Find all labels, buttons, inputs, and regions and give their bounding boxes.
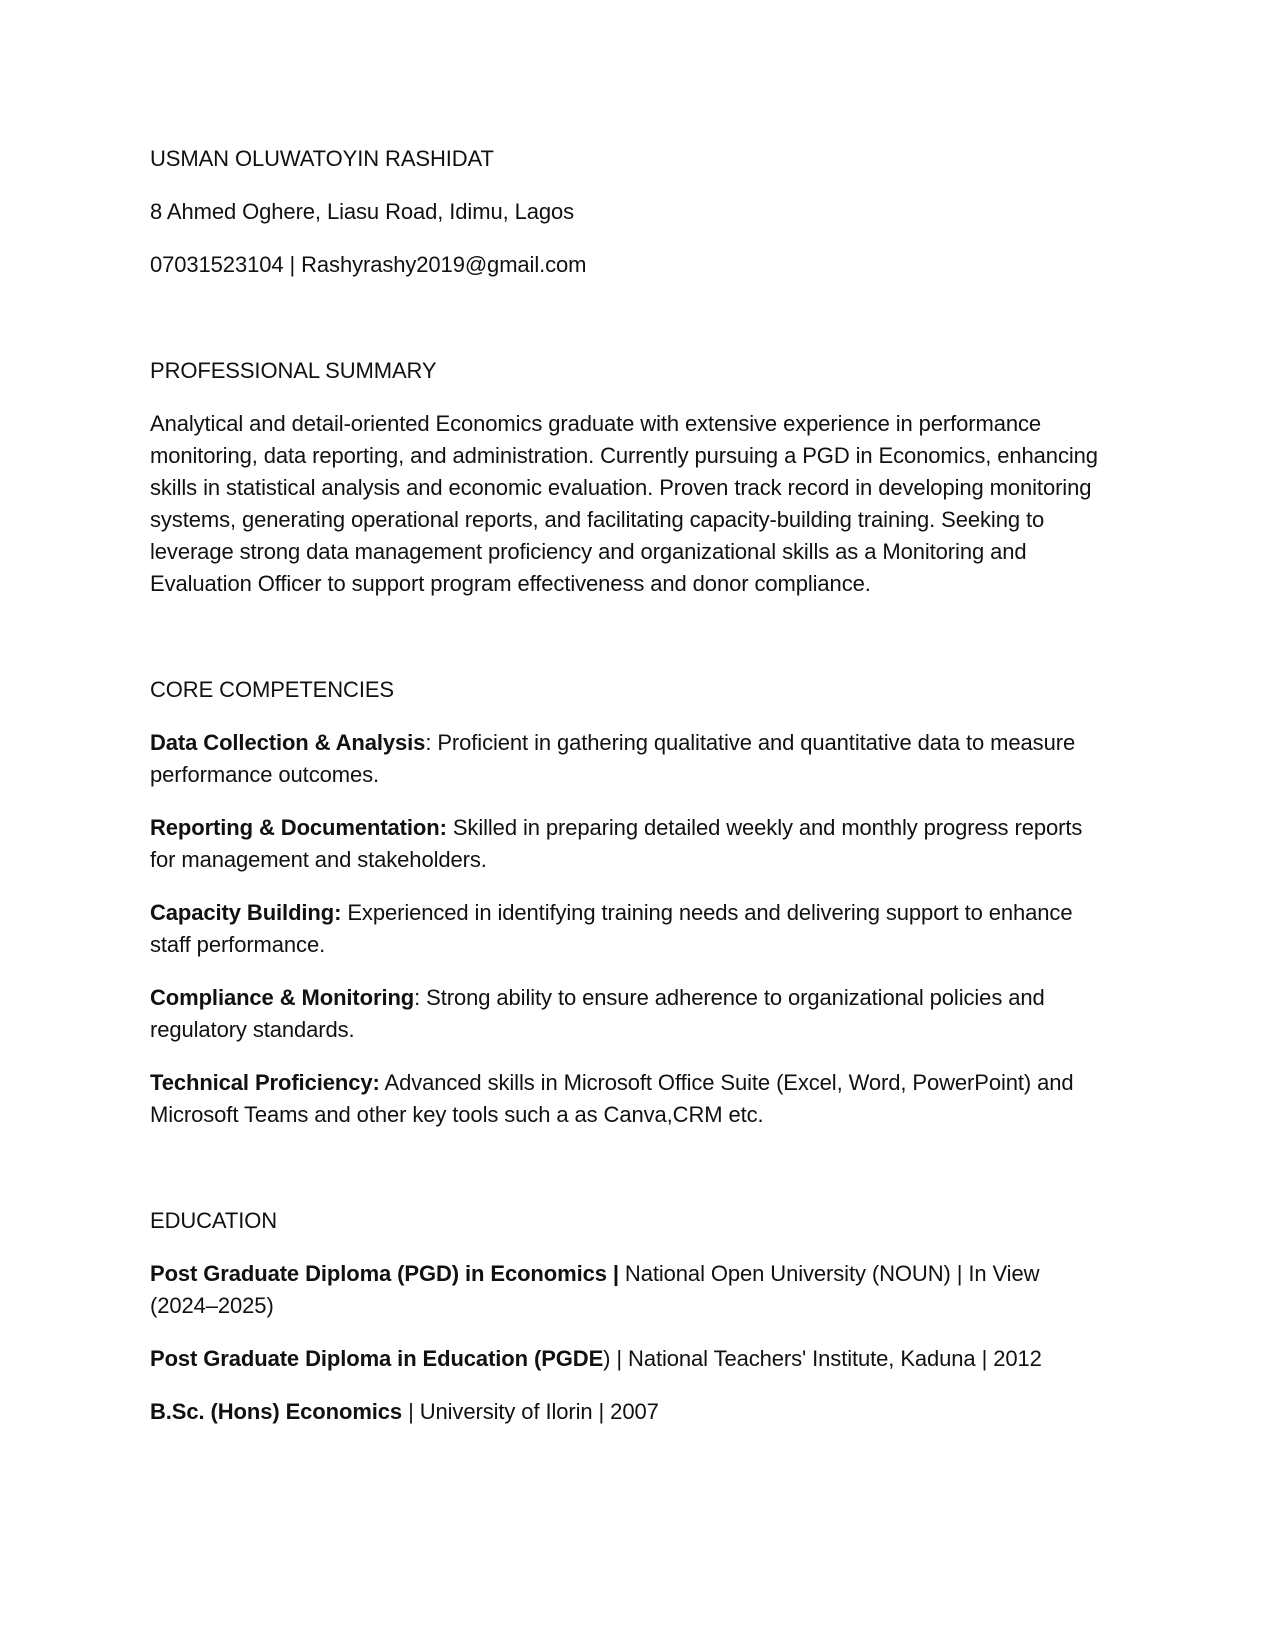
education-item <box>150 1258 1110 1322</box>
competency-separator: : <box>425 730 438 755</box>
competency-item <box>150 812 1110 876</box>
competency-item <box>150 727 1110 791</box>
competency-text: Advanced skills in Microsoft Office Suite (Excel, Word, PowerPoint) and Microsoft Teams and other key tools such a as Canva,CRM etc. <box>150 1070 1074 1127</box>
education-degree: Post Graduate Diploma in Education (PGDE <box>150 1346 604 1371</box>
contact-line: 07031523104 | Rashyrashy2019@gmail.com <box>150 252 587 277</box>
competency-title: Data Collection & Analysis <box>150 730 426 755</box>
resume-page <box>150 143 1110 1449</box>
education-details: National Open University (NOUN) | In View (2024–2025) <box>150 1261 1040 1318</box>
education-degree: B.Sc. (Hons) Economics <box>150 1399 403 1424</box>
section-heading-summary: PROFESSIONAL SUMMARY <box>150 358 437 383</box>
competency-text: Skilled in preparing detailed weekly and monthly progress reports for management and stakeholders. <box>150 815 1083 872</box>
education-details: | University of Ilorin | 2007 <box>402 1399 659 1424</box>
competency-separator: : <box>414 985 427 1010</box>
competency-text: Proficient in gathering qualitative and quantitative data to measure performance outcomes. <box>150 730 1076 787</box>
education-item <box>150 1343 1110 1375</box>
section-heading-education: EDUCATION <box>150 1208 278 1233</box>
candidate-name: USMAN OLUWATOYIN RASHIDAT <box>150 146 494 171</box>
section-heading-competencies: CORE COMPETENCIES <box>150 677 394 702</box>
competency-title: Capacity Building: <box>150 900 342 925</box>
competency-title: Reporting & Documentation: <box>150 815 447 840</box>
competency-title: Compliance & Monitoring <box>150 985 415 1010</box>
competency-item <box>150 897 1110 961</box>
competency-text: Experienced in identifying training needs and delivering support to enhance staff performance. <box>150 900 1073 957</box>
competency-text: Strong ability to ensure adherence to organizational policies and regulatory standards. <box>150 985 1045 1042</box>
education-degree: Post Graduate Diploma (PGD) in Economics | <box>150 1261 619 1286</box>
summary-paragraph: Analytical and detail-oriented Economics graduate with extensive experience in performance monitoring, data reporting, and administration. Currently pursuing a PGD in Economics, enhancing skills in statistical analysis and economic evaluation. Proven track record in developing monitoring systems, generating operational reports, and facilitating capacity-building training. Seeking to leverage strong data management proficiency and organizational skills as a Monitoring and Evaluation Officer to support program effectiveness and donor compliance. <box>150 411 1098 596</box>
competency-item <box>150 982 1110 1046</box>
education-details: ) | National Teachers' Institute, Kaduna | 2012 <box>603 1346 1042 1371</box>
address-line: 8 Ahmed Oghere, Liasu Road, Idimu, Lagos <box>150 199 575 224</box>
competency-title: Technical Proficiency: <box>150 1070 380 1095</box>
education-item <box>150 1396 1110 1428</box>
competency-item <box>150 1067 1110 1131</box>
